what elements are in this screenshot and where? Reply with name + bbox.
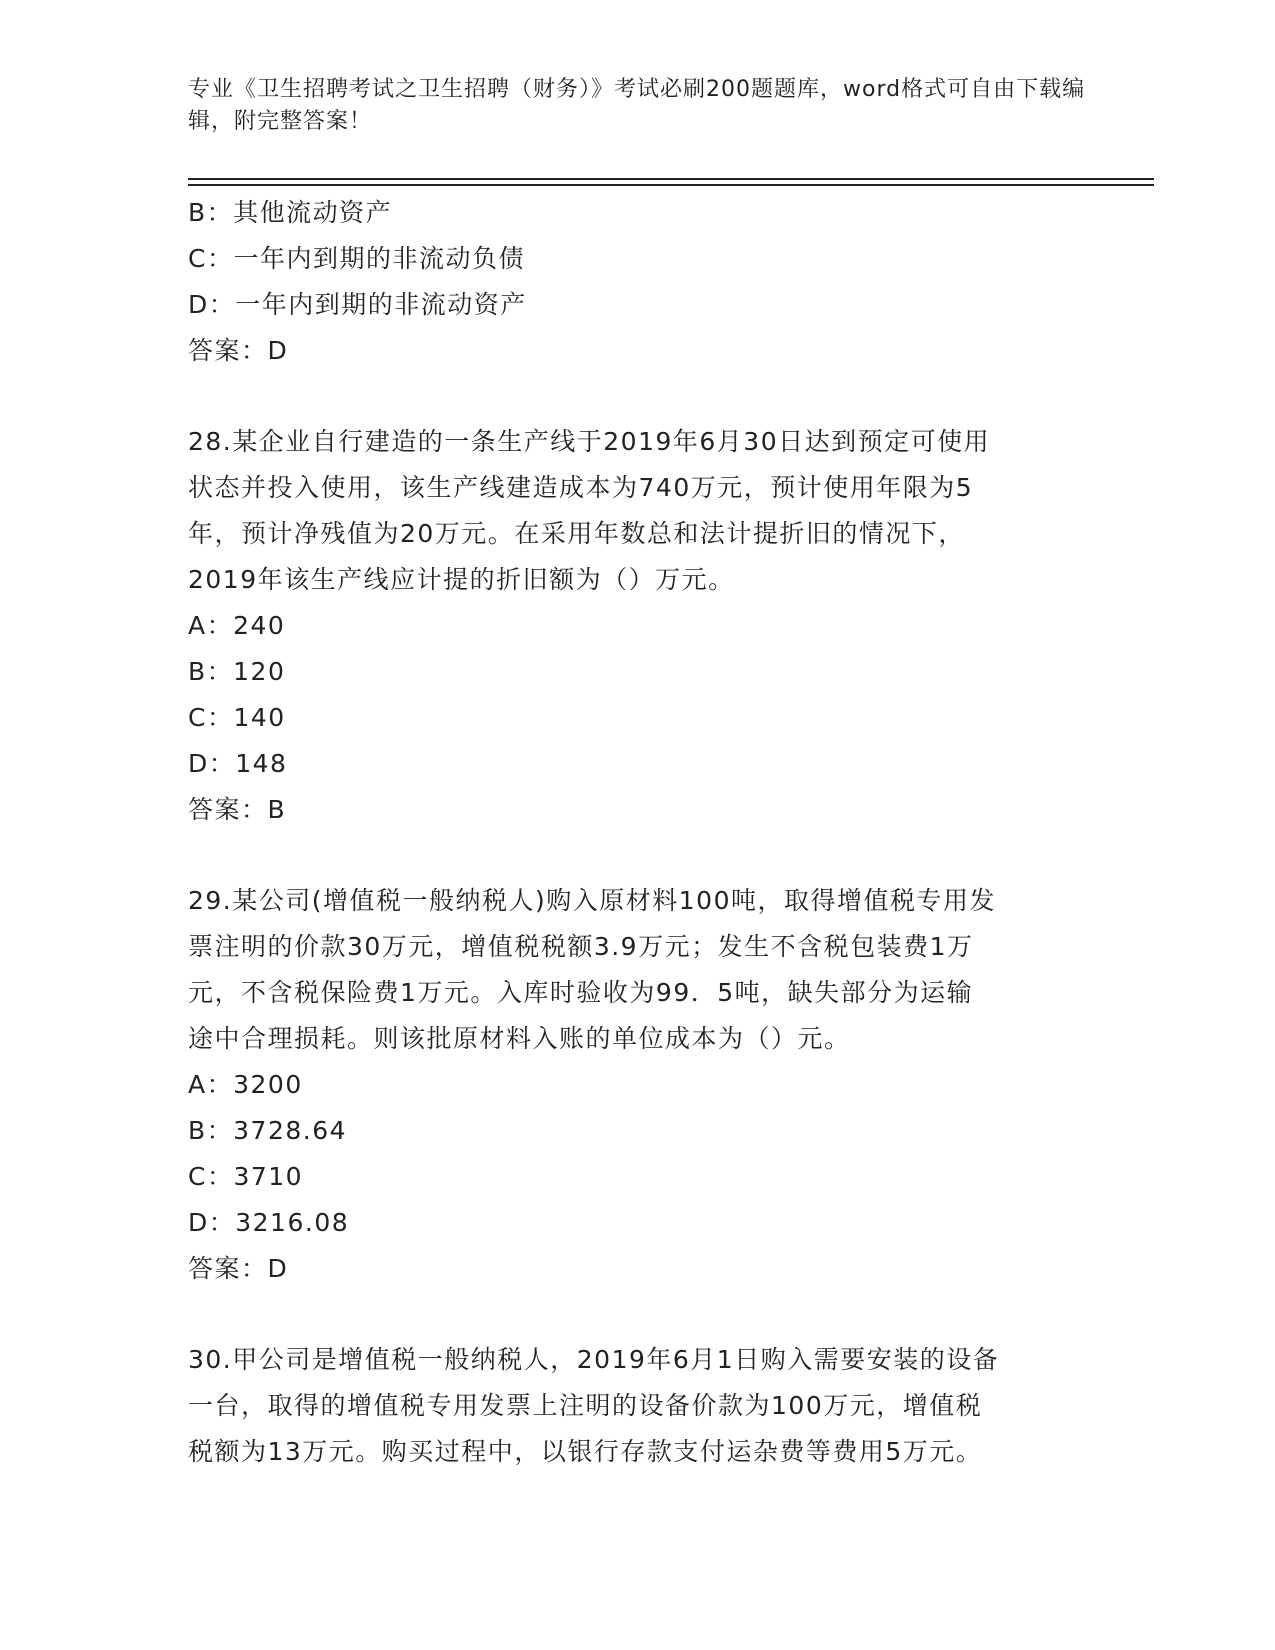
option-b: B：其他流动资产 — [188, 198, 393, 227]
header-rule-top — [188, 178, 1154, 180]
option-b: B：120 — [188, 657, 286, 686]
question-28 — [188, 419, 1088, 833]
question-text-line: 29.某公司(增值税一般纳税人)购入原材料100吨，取得增值税专用发 — [188, 886, 996, 915]
option-a: A：3200 — [188, 1070, 303, 1099]
answer: 答案：B — [188, 795, 287, 824]
question-text-line: 28.某企业自行建造的一条生产线于2019年6月30日达到预定可使用 — [188, 427, 991, 456]
question-text-line: 30.甲公司是增值税一般纳税人，2019年6月1日购入需要安装的设备 — [188, 1345, 1000, 1374]
question-text-line: 途中合理损耗。则该批原材料入账的单位成本为（）元。 — [188, 1024, 851, 1053]
option-d: D：3216.08 — [188, 1208, 350, 1237]
document-header: 专业《卫生招聘考试之卫生招聘（财务）》考试必刷200题题库，word格式可自由下载编辑，附完整答案！ — [188, 77, 1086, 134]
option-c: C：一年内到期的非流动负债 — [188, 244, 525, 273]
question-text-line: 2019年该生产线应计提的折旧额为（）万元。 — [188, 565, 735, 594]
answer: 答案：D — [188, 336, 289, 365]
question-27-options — [188, 190, 1088, 374]
question-text-line: 年，预计净残值为20万元。在采用年数总和法计提折旧的情况下， — [188, 519, 965, 548]
question-text-line: 一台，取得的增值税专用发票上注明的设备价款为100万元，增值税 — [188, 1391, 983, 1420]
question-30 — [188, 1337, 1088, 1475]
option-c: C：140 — [188, 703, 286, 732]
question-text-line: 状态并投入使用，该生产线建造成本为740万元，预计使用年限为5 — [188, 473, 974, 502]
document-body — [188, 190, 1088, 1475]
option-b: B：3728.64 — [188, 1116, 348, 1145]
answer: 答案：D — [188, 1254, 289, 1283]
option-d: D：148 — [188, 749, 288, 778]
question-text-line: 票注明的价款30万元，增值税税额3.9万元；发生不含税包装费1万 — [188, 932, 974, 961]
question-text-line: 税额为13万元。购买过程中，以银行存款支付运杂费等费用5万元。 — [188, 1437, 983, 1466]
option-a: A：240 — [188, 611, 286, 640]
option-d: D：一年内到期的非流动资产 — [188, 290, 527, 319]
option-c: C：3710 — [188, 1162, 304, 1191]
question-29 — [188, 878, 1088, 1292]
question-text-line: 元，不含税保险费1万元。入库时验收为99．5吨，缺失部分为运输 — [188, 978, 974, 1007]
header-rule-bottom — [188, 184, 1154, 186]
